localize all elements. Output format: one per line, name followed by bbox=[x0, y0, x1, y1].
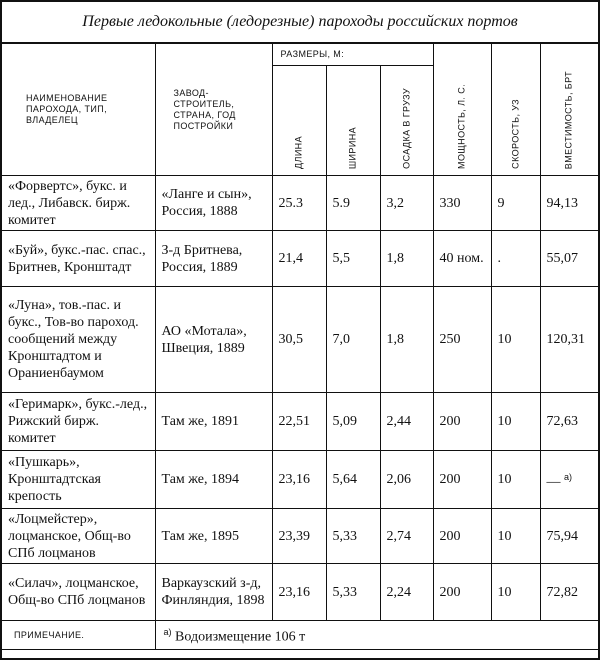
cell-name: «Буй», букс.-пас. спас., Бритнев, Кронштадт bbox=[2, 231, 155, 287]
cell-speed: 10 bbox=[491, 287, 540, 393]
header-width-cell bbox=[326, 66, 380, 176]
header-dimensions: РАЗМЕРЫ, М: bbox=[272, 44, 433, 66]
cell-power: 200 bbox=[433, 509, 491, 564]
note-content bbox=[155, 621, 598, 650]
header-draft-cell bbox=[380, 66, 433, 176]
footnote-ref: а) bbox=[564, 471, 573, 482]
header-draft: ОСАДКА В ГРУЗУ bbox=[401, 88, 411, 169]
cell-capacity: 72,82 bbox=[540, 564, 598, 621]
icebreakers-table bbox=[2, 43, 598, 650]
cell-builder: АО «Мотала», Швеция, 1889 bbox=[155, 287, 272, 393]
header-builder: ЗАВОД-СТРОИТЕЛЬ, СТРАНА, ГОД ПОСТРОЙКИ bbox=[155, 44, 272, 176]
cell-draft: 2,24 bbox=[380, 564, 433, 621]
cell-power: 330 bbox=[433, 176, 491, 231]
cell-capacity: 94,13 bbox=[540, 176, 598, 231]
cell-capacity: 55,07 bbox=[540, 231, 598, 287]
header-capacity: ВМЕСТИМОСТЬ, БРТ bbox=[563, 70, 574, 169]
cell-builder: Там же, 1891 bbox=[155, 393, 272, 451]
cell-power: 200 bbox=[433, 451, 491, 509]
table-row bbox=[2, 393, 598, 451]
cell-name: «Геримарк», букс.-лед., Рижский бирж. комитет bbox=[2, 393, 155, 451]
cell-draft: 1,8 bbox=[380, 231, 433, 287]
table-row bbox=[2, 509, 598, 564]
header-capacity-cell bbox=[540, 44, 598, 176]
header-speed-cell bbox=[491, 44, 540, 176]
header-width: ШИРИНА bbox=[347, 126, 358, 169]
cell-width: 5.9 bbox=[326, 176, 380, 231]
cell-length: 22,51 bbox=[272, 393, 326, 451]
cell-length: 23,16 bbox=[272, 564, 326, 621]
cell-draft: 1,8 bbox=[380, 287, 433, 393]
cell-width: 5,09 bbox=[326, 393, 380, 451]
header-power-cell bbox=[433, 44, 491, 176]
cell-name: «Лоцмейстер», лоцманское, Общ-во СПб лоцманов bbox=[2, 509, 155, 564]
cell-draft: 3,2 bbox=[380, 176, 433, 231]
table-row bbox=[2, 176, 598, 231]
cell-draft: 2,44 bbox=[380, 393, 433, 451]
cell-speed: 10 bbox=[491, 509, 540, 564]
cell-name: «Силач», лоцманское, Общ-во СПб лоцманов bbox=[2, 564, 155, 621]
cell-speed: 10 bbox=[491, 564, 540, 621]
cell-length: 25.3 bbox=[272, 176, 326, 231]
capacity-dash: — bbox=[546, 474, 561, 490]
cell-width: 7,0 bbox=[326, 287, 380, 393]
header-name: НАИМЕНОВАНИЕ ПАРОХОДА, ТИП, ВЛАДЕЛЕЦ bbox=[2, 44, 155, 176]
cell-width: 5,33 bbox=[326, 564, 380, 621]
cell-width: 5,64 bbox=[326, 451, 380, 509]
cell-builder: «Ланге и сын», Россия, 1888 bbox=[155, 176, 272, 231]
table-row bbox=[2, 287, 598, 393]
cell-name: «Форвертс», букс. и лед., Либавск. бирж. комитет bbox=[2, 176, 155, 231]
table-row bbox=[2, 451, 598, 509]
cell-length: 23,16 bbox=[272, 451, 326, 509]
header-length: ДЛИНА bbox=[293, 136, 304, 169]
cell-capacity bbox=[540, 451, 598, 509]
cell-speed: 10 bbox=[491, 451, 540, 509]
cell-capacity: 72,63 bbox=[540, 393, 598, 451]
cell-power: 250 bbox=[433, 287, 491, 393]
cell-power: 40 ном. bbox=[433, 231, 491, 287]
note-row bbox=[2, 621, 598, 650]
cell-width: 5,33 bbox=[326, 509, 380, 564]
cell-capacity: 75,94 bbox=[540, 509, 598, 564]
note-label: ПРИМЕЧАНИЕ. bbox=[2, 621, 155, 650]
cell-name: «Луна», тов.-пас. и букс., Тов-во пароход. сообщений между Кронштадтом и Ораниенбаумом bbox=[2, 287, 155, 393]
cell-builder: Варкаузский з-д, Финляндия, 1898 bbox=[155, 564, 272, 621]
cell-length: 23,39 bbox=[272, 509, 326, 564]
note-marker: а) bbox=[163, 627, 172, 638]
note-text: Водоизмещение 106 т bbox=[175, 629, 306, 645]
header-length-cell bbox=[272, 66, 326, 176]
cell-draft: 2,06 bbox=[380, 451, 433, 509]
table-row bbox=[2, 564, 598, 621]
header-power: МОЩНОСТЬ, Л. С. bbox=[456, 84, 467, 169]
cell-length: 30,5 bbox=[272, 287, 326, 393]
cell-width: 5,5 bbox=[326, 231, 380, 287]
cell-name: «Пушкарь», Кронштадтская крепость bbox=[2, 451, 155, 509]
cell-speed: . bbox=[491, 231, 540, 287]
cell-draft: 2,74 bbox=[380, 509, 433, 564]
cell-capacity: 120,31 bbox=[540, 287, 598, 393]
header-speed: СКОРОСТЬ, УЗ bbox=[510, 99, 520, 169]
cell-speed: 9 bbox=[491, 176, 540, 231]
table-row bbox=[2, 231, 598, 287]
cell-power: 200 bbox=[433, 564, 491, 621]
cell-power: 200 bbox=[433, 393, 491, 451]
cell-speed: 10 bbox=[491, 393, 540, 451]
cell-length: 21,4 bbox=[272, 231, 326, 287]
cell-builder: Там же, 1895 bbox=[155, 509, 272, 564]
cell-builder: З-д Бритнева, Россия, 1889 bbox=[155, 231, 272, 287]
table-title: Первые ледокольные (ледорезные) пароходы российских портов bbox=[2, 2, 598, 43]
cell-builder: Там же, 1894 bbox=[155, 451, 272, 509]
